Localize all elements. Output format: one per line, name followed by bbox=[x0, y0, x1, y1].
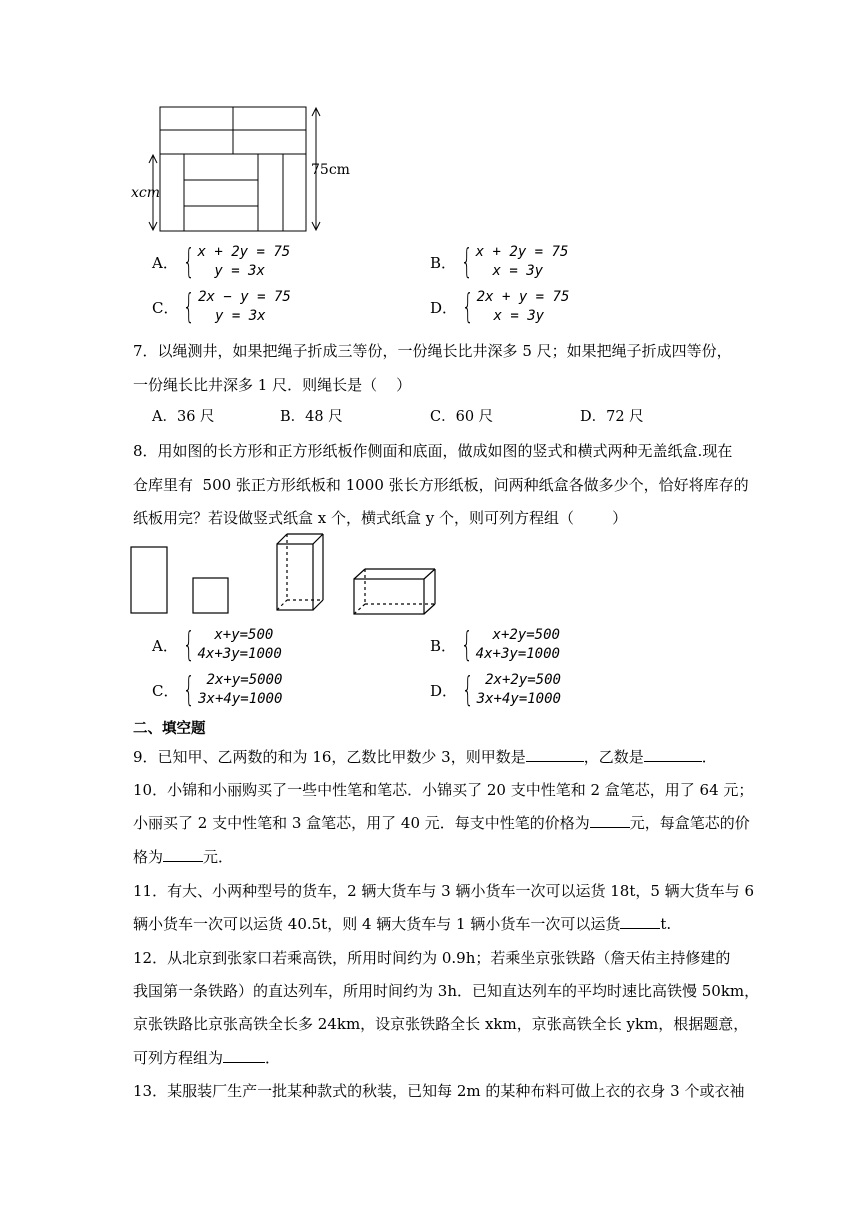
rectangle-board bbox=[131, 547, 167, 613]
square-board bbox=[193, 578, 228, 613]
equation: x + 2y = 75 bbox=[475, 244, 569, 260]
q12-text-part: ． bbox=[265, 1049, 281, 1067]
answer-blank[interactable] bbox=[223, 1048, 265, 1063]
option-label: C． bbox=[152, 681, 179, 700]
q7-text-line1: 7．以绳测井，如果把绳子折成三等份，一份绳长比井深多 5 尺；如果把绳子折成四等份， bbox=[133, 342, 732, 360]
equation: 2x+2y=500 bbox=[476, 672, 561, 688]
equation: y = 3x bbox=[198, 308, 266, 324]
q12-text-line4 bbox=[133, 1047, 280, 1068]
q8-option-c[interactable] bbox=[152, 671, 282, 709]
equation: y = 3x bbox=[197, 263, 265, 279]
equation: x = 3y bbox=[476, 308, 545, 324]
q8-option-b[interactable] bbox=[430, 626, 560, 664]
equation: x = 3y bbox=[475, 263, 544, 279]
q10-text-part: 格为 bbox=[133, 848, 164, 866]
q12-text-part: 可列方程组为 bbox=[133, 1049, 224, 1067]
equation: 2x+y=5000 bbox=[198, 672, 283, 688]
q12-text-line3: 京张铁路比京张高铁全长多 24km，设京张铁路全长 xkm，京张高铁全长 ykm，根据题意， bbox=[133, 1015, 749, 1033]
answer-blank[interactable] bbox=[620, 914, 660, 929]
vertical-box bbox=[277, 534, 323, 610]
equation: x + 2y = 75 bbox=[197, 244, 291, 260]
answer-blank[interactable] bbox=[526, 747, 584, 762]
q6-option-a[interactable] bbox=[152, 243, 290, 281]
q10-text-part: 元． bbox=[203, 848, 234, 866]
brace-icon: { bbox=[183, 670, 196, 710]
q8-option-d[interactable] bbox=[430, 671, 561, 709]
q7-option-a[interactable]: A．36 尺 bbox=[152, 409, 215, 425]
q10-text-part: 元，每盒笔芯的价 bbox=[629, 814, 750, 832]
q8-text-line1: 8．用如图的长方形和正方形纸板作侧面和底面，做成如图的竖式和横式两种无盖纸盒.现在 bbox=[133, 442, 733, 460]
q13-text-line1: 13．某服装厂生产一批某种款式的秋装，已知每 2m 的某种布料可做上衣的衣身 3 个或衣袖 bbox=[133, 1082, 745, 1100]
q10-text-line1: 10．小锦和小丽购买了一些中性笔和笔芯．小锦买了 20 支中性笔和 2 盒笔芯，用了 64 元； bbox=[133, 781, 754, 799]
q11-text-line2 bbox=[133, 913, 671, 934]
q11-text-line1: 11．有大、小两种型号的货车，2 辆大货车与 3 辆小货车一次可以运货 18t，5 辆大货车与 6 bbox=[133, 882, 754, 900]
answer-blank[interactable] bbox=[644, 747, 702, 762]
brace-icon: { bbox=[182, 625, 195, 665]
q9-text-part: 9．已知甲、乙两数的和为 16，乙数比甲数少 3，则甲数是 bbox=[133, 748, 526, 766]
equation: x+y=500 bbox=[197, 627, 274, 643]
option-label: B． bbox=[430, 253, 457, 272]
q6-option-d[interactable] bbox=[430, 288, 569, 326]
equation: 4x+3y=1000 bbox=[197, 646, 282, 662]
height-dim-label: 75cm bbox=[311, 162, 350, 178]
equation: 2x + y = 75 bbox=[476, 289, 570, 305]
q7-option-c[interactable]: C．60 尺 bbox=[430, 409, 494, 425]
q9-text-part: ． bbox=[701, 748, 717, 766]
x-dim-label: xcm bbox=[131, 185, 161, 201]
q11-text-part: t. bbox=[660, 915, 672, 933]
q9-text bbox=[133, 746, 717, 767]
q12-text-line1: 12．从北京到张家口若乘高铁，所用时间约为 0.9h；若乘坐京张铁路（詹天佑主持修建的 bbox=[133, 949, 731, 967]
option-label: A． bbox=[152, 253, 178, 272]
option-label: B． bbox=[430, 636, 457, 655]
brace-icon: { bbox=[461, 670, 474, 710]
q12-text-line2: 我国第一条铁路）的直达列车，所用时间约为 3h．已知直达列车的平均时速比高铁慢 50km， bbox=[133, 982, 760, 1000]
q11-text-part: 辆小货车一次可以运货 40.5t，则 4 辆大货车与 1 辆小货车一次可以运货 bbox=[133, 915, 621, 933]
option-label: C． bbox=[152, 298, 179, 317]
q10-text-line3 bbox=[133, 846, 233, 867]
q8-text-line3: 纸板用完？若设做竖式纸盒 x 个，横式纸盒 y 个，则可列方程组（ ） bbox=[133, 509, 628, 527]
q9-text-part: ，乙数是 bbox=[583, 748, 644, 766]
q8-text-line2: 仓库里有 500 张正方形纸板和 1000 张长方形纸板，问两种纸盒各做多少个，恰好将库存的 bbox=[133, 476, 749, 494]
q6-option-b[interactable] bbox=[430, 243, 568, 281]
brace-icon: { bbox=[460, 625, 473, 665]
option-label: D． bbox=[430, 681, 458, 700]
brace-icon: { bbox=[461, 287, 474, 327]
section-heading: 二、填空题 bbox=[133, 721, 206, 737]
horizontal-box bbox=[354, 569, 435, 614]
q6-option-c[interactable] bbox=[152, 288, 291, 326]
brace-icon: { bbox=[182, 242, 195, 282]
equation: 3x+4y=1000 bbox=[198, 691, 283, 707]
q8-option-a[interactable] bbox=[152, 626, 282, 664]
option-label: D． bbox=[430, 298, 458, 317]
equation: 2x − y = 75 bbox=[198, 289, 291, 305]
equation: x+2y=500 bbox=[475, 627, 560, 643]
q10-text-line2 bbox=[133, 812, 750, 833]
equation: 3x+4y=1000 bbox=[476, 691, 561, 707]
paper-boards-figure bbox=[125, 530, 445, 620]
brace-icon: { bbox=[183, 287, 196, 327]
equation: 4x+3y=1000 bbox=[475, 646, 560, 662]
q7-option-d[interactable]: D．72 尺 bbox=[580, 409, 644, 425]
brace-icon: { bbox=[460, 242, 473, 282]
q10-text-part: 小丽买了 2 支中性笔和 3 盒笔芯，用了 40 元．每支中性笔的价格为 bbox=[133, 814, 590, 832]
answer-blank[interactable] bbox=[163, 847, 203, 862]
q7-text-line2: 一份绳长比井深多 1 尺．则绳长是（ ） bbox=[133, 376, 412, 394]
q7-option-b[interactable]: B．48 尺 bbox=[280, 409, 343, 425]
option-label: A． bbox=[152, 636, 178, 655]
answer-blank[interactable] bbox=[590, 813, 630, 828]
